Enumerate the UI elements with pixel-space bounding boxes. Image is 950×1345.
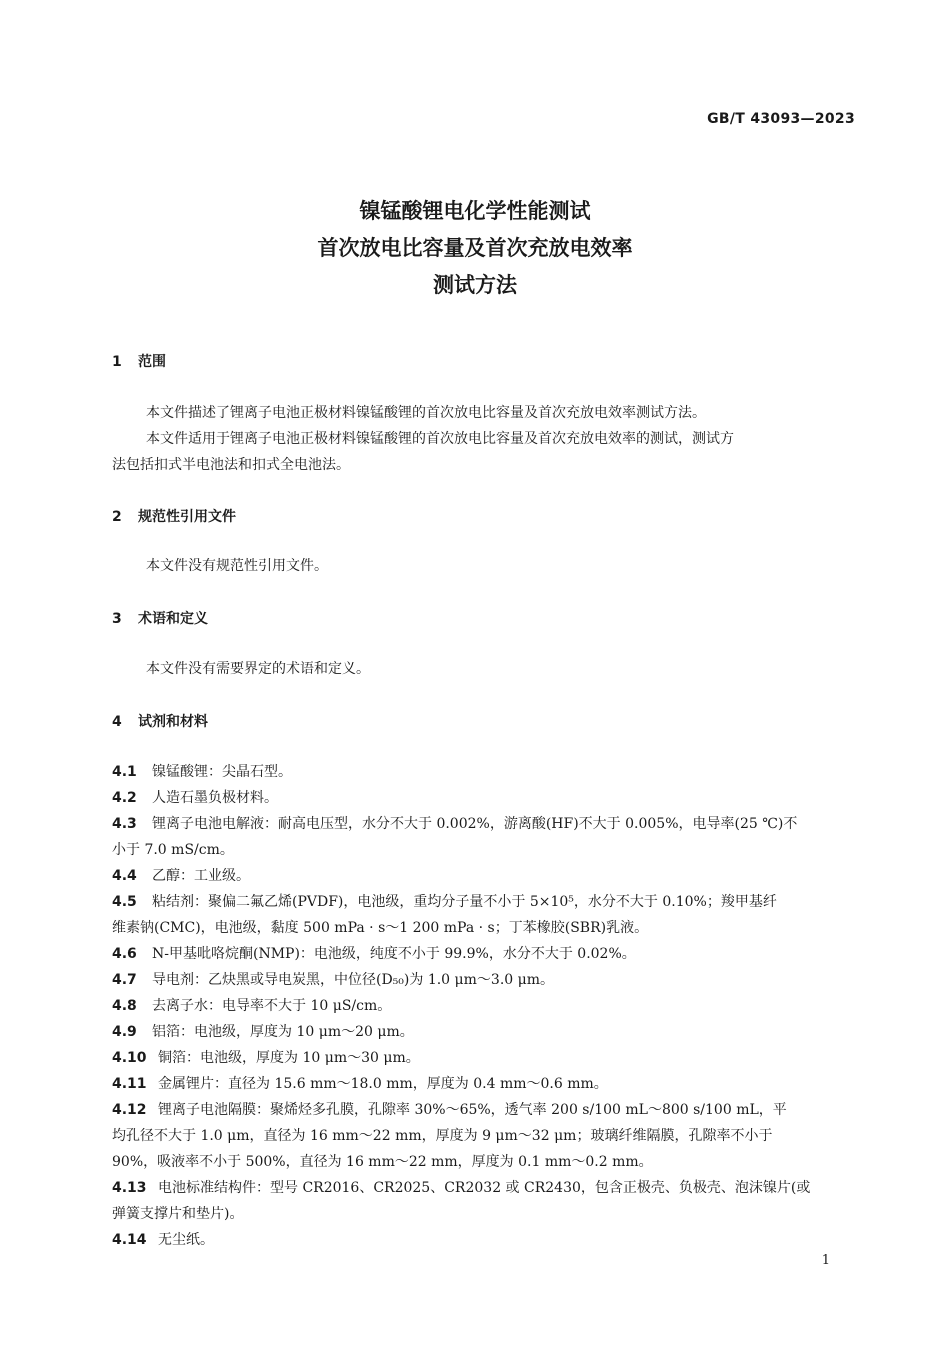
clause-text-continuation: 弹簧支撑片和垫片)。 (112, 1206, 244, 1222)
clause-4-12 (112, 1097, 857, 1175)
clause-4-10 (112, 1045, 857, 1071)
clause-4-9 (112, 1019, 857, 1045)
clause-number: 4.13 (112, 1180, 147, 1196)
clause-4-3 (112, 811, 857, 863)
section-title: 术语和定义 (138, 611, 208, 627)
clause-4-5 (112, 889, 857, 941)
clause-number: 4.6 (112, 946, 137, 962)
title-line-1: 镍锰酸锂电化学性能测试 (359, 199, 591, 223)
clause-number: 4.5 (112, 894, 137, 910)
clause-text: 锂离子电池隔膜：聚烯烃多孔膜，孔隙率 30%～65%，透气率 200 s/100 mL～800 s/100 mL，平 (158, 1102, 787, 1118)
section-title: 范围 (138, 354, 166, 370)
clause-number: 4.11 (112, 1076, 147, 1092)
title-line-3: 测试方法 (433, 273, 517, 297)
clause-4-14 (112, 1227, 857, 1253)
clause-number: 4.4 (112, 868, 137, 884)
paragraph: 本文件没有需要界定的术语和定义。 (146, 661, 370, 677)
clause-text: 电池标准结构件：型号 CR2016、CR2025、CR2032 或 CR2430，包含正极壳、负极壳、泡沫镍片(或 (158, 1180, 811, 1196)
clause-4-2 (112, 785, 857, 811)
document-title (0, 193, 950, 304)
section-number: 1 (112, 354, 122, 370)
section-heading-reagents-materials (112, 711, 208, 731)
paragraph: 本文件适用于锂离子电池正极材料镍锰酸锂的首次放电比容量及首次充放电效率的测试，测试方 (146, 431, 734, 447)
standard-code: GB/T 43093—2023 (707, 111, 855, 127)
clause-text-continuation: 小于 7.0 mS/cm。 (112, 842, 234, 858)
section-title: 规范性引用文件 (138, 509, 236, 525)
clause-text: 去离子水：电导率不大于 10 μS/cm。 (152, 998, 392, 1014)
section-number: 2 (112, 509, 122, 525)
clause-number: 4.10 (112, 1050, 147, 1066)
paragraph-continuation: 法包括扣式半电池法和扣式全电池法。 (112, 457, 350, 473)
clause-number: 4.2 (112, 790, 137, 806)
clause-4-7 (112, 967, 857, 993)
clause-4-6 (112, 941, 857, 967)
clause-4-4 (112, 863, 857, 889)
clause-text: 镍锰酸锂：尖晶石型。 (152, 764, 292, 780)
clause-text: 无尘纸。 (158, 1232, 214, 1248)
clause-text: 铜箔：电池级，厚度为 10 μm～30 μm。 (158, 1050, 420, 1066)
clause-number: 4.12 (112, 1102, 147, 1118)
clause-4-1 (112, 759, 857, 785)
clause-text: 金属锂片：直径为 15.6 mm～18.0 mm，厚度为 0.4 mm～0.6 mm。 (158, 1076, 608, 1092)
clause-number: 4.9 (112, 1024, 137, 1040)
clause-number: 4.7 (112, 972, 137, 988)
clause-number: 4.3 (112, 816, 137, 832)
clause-4-13 (112, 1175, 857, 1227)
clause-number: 4.14 (112, 1232, 147, 1248)
paragraph: 本文件描述了锂离子电池正极材料镍锰酸锂的首次放电比容量及首次充放电效率测试方法。 (146, 405, 706, 421)
section-title: 试剂和材料 (138, 714, 208, 730)
clause-text: N-甲基吡咯烷酮(NMP)：电池级，纯度不小于 99.9%，水分不大于 0.02%。 (152, 946, 636, 962)
section-heading-terms-definitions (112, 608, 208, 628)
clause-text-continuation: 维素钠(CMC)，电池级，黏度 500 mPa · s～1 200 mPa · s；丁苯橡胶(SBR)乳液。 (112, 920, 649, 936)
title-line-2: 首次放电比容量及首次充放电效率 (317, 236, 633, 260)
clause-text: 乙醇：工业级。 (152, 868, 250, 884)
clause-text: 人造石墨负极材料。 (152, 790, 278, 806)
clause-text: 铝箔：电池级，厚度为 10 μm～20 μm。 (152, 1024, 414, 1040)
clause-text: 锂离子电池电解液：耐高电压型，水分不大于 0.002%，游离酸(HF)不大于 0.005%，电导率(25 ℃)不 (152, 816, 798, 832)
section-heading-normative-references (112, 506, 236, 526)
paragraph: 本文件没有规范性引用文件。 (146, 558, 328, 574)
clause-text: 粘结剂：聚偏二氟乙烯(PVDF)，电池级，重均分子量不小于 5×10⁵，水分不大于 0.10%；羧甲基纤 (152, 894, 777, 910)
clause-number: 4.1 (112, 764, 137, 780)
section-heading-scope (112, 351, 166, 371)
clause-text: 导电剂：乙炔黑或导电炭黑，中位径(D₅₀)为 1.0 μm～3.0 μm。 (152, 972, 554, 988)
clause-4-8 (112, 993, 857, 1019)
clause-text-continuation: 90%，吸液率不小于 500%，直径为 16 mm～22 mm，厚度为 0.1 mm～0.2 mm。 (112, 1154, 653, 1170)
section-number: 4 (112, 714, 122, 730)
clause-text-continuation: 均孔径不大于 1.0 μm，直径为 16 mm～22 mm，厚度为 9 μm～32 μm；玻璃纤维隔膜，孔隙率不小于 (112, 1128, 773, 1144)
section-number: 3 (112, 611, 122, 627)
clause-4-11 (112, 1071, 857, 1097)
page-number: 1 (821, 1253, 830, 1268)
clause-number: 4.8 (112, 998, 137, 1014)
